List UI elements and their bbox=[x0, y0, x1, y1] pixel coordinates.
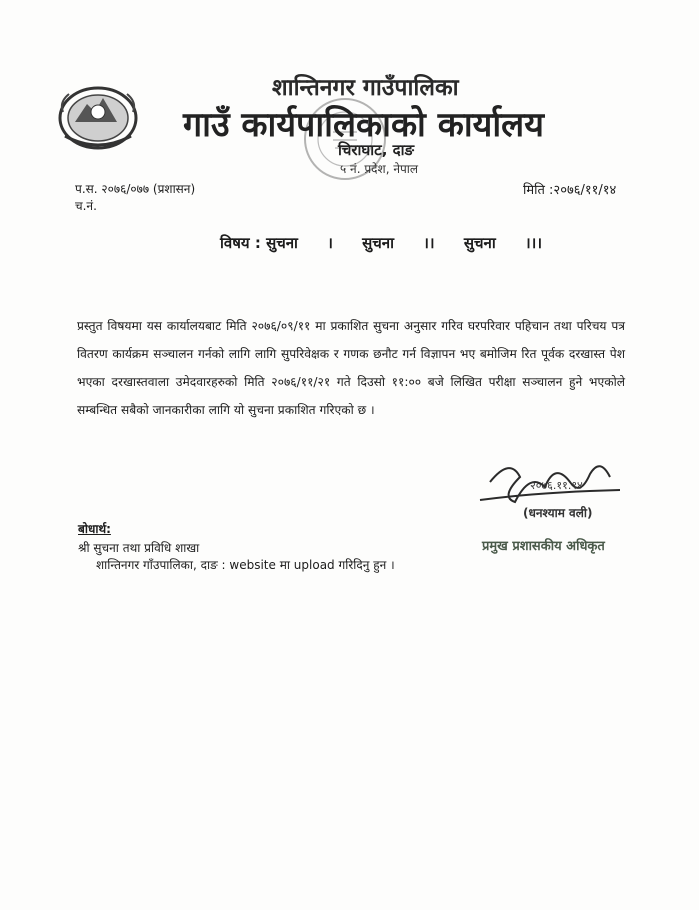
cc-recipient: श्री सुचना तथा प्रविधि शाखा bbox=[78, 541, 200, 555]
subject-part: ।।। bbox=[524, 234, 543, 252]
cc-label: बोधार्थ: bbox=[78, 522, 111, 536]
subject-line bbox=[220, 233, 542, 253]
subject-part: सुचना bbox=[463, 234, 496, 252]
subject-part: ।। bbox=[423, 234, 435, 252]
subject-part: । bbox=[327, 234, 333, 252]
notice-body: प्रस्तुत विषयमा यस कार्यालयबाट मिति २०७६/०९/११ मा प्रकाशित सुचना अनुसार गरिव घरपरिवार पहिचान तथा परिचय पत्र वितरण कार्यक्रम सञ्चालन गर्नको लागि लागि सुपरिवेक्षक र गणक छनौट गर्न विज्ञापन भए बमोजिम रित पूर्वक दरखास्त पेश भएका दरखास्तवाला उमेदवारहरुको मिति २०७६/११/२१ गते दिउसो ११:०० बजे लिखित परीक्षा सञ्चालन हुने भएकोले सम्बन्धित सबैको जानकारीका लागि यो सुचना प्रकाशित गरिएको छ । bbox=[77, 319, 625, 417]
signature-date: २०७६.११.१४ bbox=[530, 479, 583, 492]
letter-date: मिति :२०७६/११/१४ bbox=[523, 183, 617, 198]
signatory-title: प्रमुख प्रशासकीय अधिकृत bbox=[482, 539, 605, 554]
nepal-emblem-icon bbox=[55, 82, 141, 152]
office-location: चिराघाट, दाङ bbox=[338, 141, 415, 159]
province-line: ५ नं. प्रदेश, नेपाल bbox=[340, 162, 419, 176]
municipality-name: शान्तिनगर गाउँपालिका bbox=[272, 75, 459, 101]
office-title: गाउँ कार्यपालिकाको कार्यालय bbox=[183, 105, 544, 145]
subject-label: विषय : bbox=[220, 234, 261, 252]
subject-part: सुचना bbox=[266, 234, 298, 252]
reference-number: प.स. २०७६/०७७ (प्रशासन) bbox=[75, 182, 196, 196]
subject-part: सुचना bbox=[362, 234, 394, 252]
signatory-name: (धनश्याम वली) bbox=[523, 506, 593, 520]
dispatch-number: च.नं. bbox=[75, 199, 97, 213]
cc-instruction: शान्तिनगर गाँउपालिका, दाङ : website मा upload गरिदिनु हुन । bbox=[96, 558, 395, 572]
